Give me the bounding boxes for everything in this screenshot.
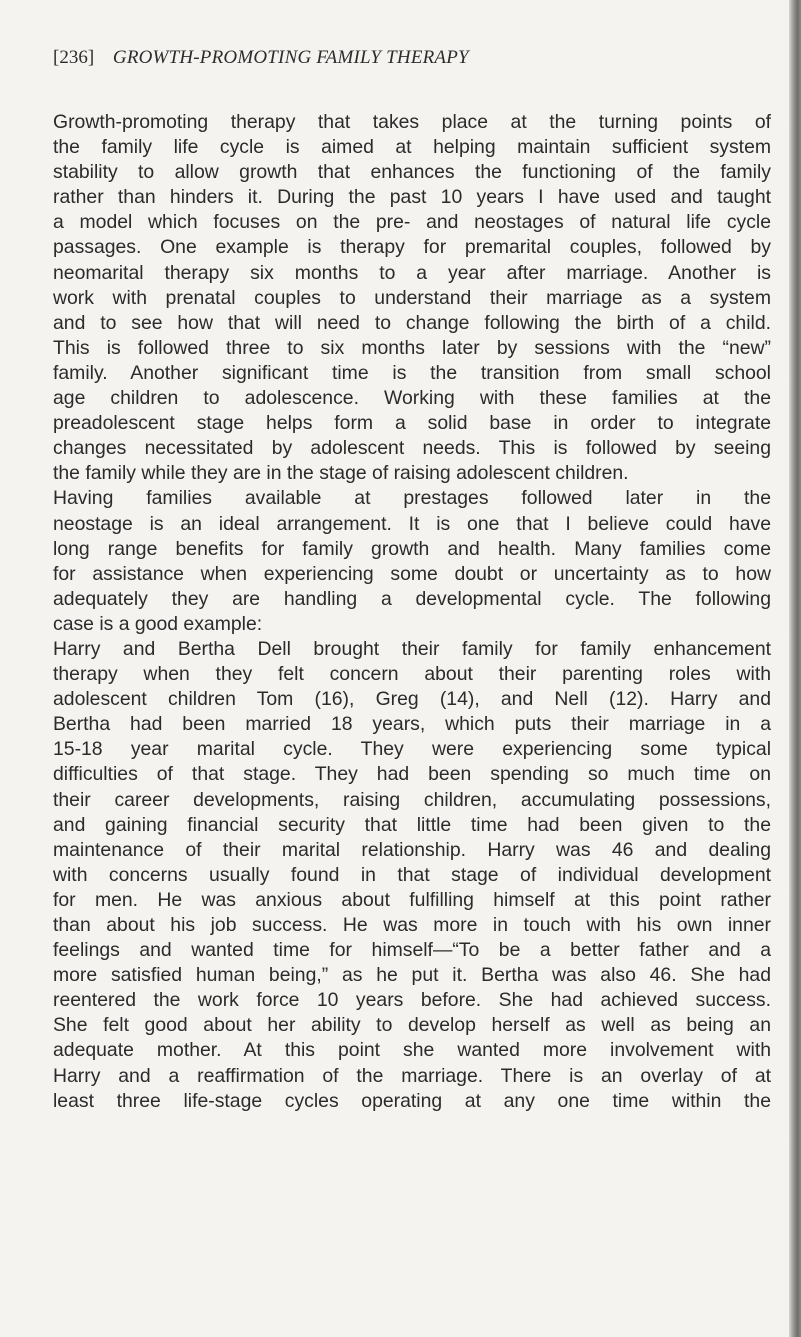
text-line: passages. One example is therapy for premarital couples, followed by bbox=[53, 236, 771, 259]
text-line: changes necessitated by adolescent needs. This is followed by seeing bbox=[53, 437, 771, 460]
text-line: adequate mother. At this point she wanted more involvement with bbox=[53, 1039, 771, 1062]
text-line: more satisfied human being,” as he put it. Bertha was also 46. She had bbox=[53, 964, 771, 987]
running-title: GROWTH-PROMOTING FAMILY THERAPY bbox=[112, 47, 469, 68]
text-line: family. Another significant time is the transition from small school bbox=[53, 361, 771, 384]
text-line: difficulties of that stage. They had been spending so much time on bbox=[53, 763, 771, 786]
text-line: than about his job success. He was more in touch with his own inner bbox=[53, 914, 771, 936]
text-line: least three life-stage cycles operating at any one time within the bbox=[53, 1089, 771, 1112]
text-line: feelings and wanted time for himself—“To be a better father and a bbox=[53, 939, 771, 962]
page-number: [236] bbox=[53, 47, 95, 68]
text-line: stability to allow growth that enhances the functioning of the family bbox=[53, 161, 771, 184]
text-line: neostage is an ideal arrangement. It is one that I believe could have bbox=[53, 512, 771, 535]
text-line: the family while they are in the stage of raising adolescent children. bbox=[53, 462, 629, 485]
text-line: She felt good about her ability to develop herself as well as being an bbox=[53, 1014, 771, 1037]
page-header bbox=[53, 47, 469, 69]
text-line: Harry and a reaffirmation of the marriage. There is an overlay of at bbox=[53, 1064, 771, 1087]
text-line: Having families available at prestages followed later in the bbox=[53, 487, 771, 510]
text-line: and gaining financial security that little time had been given to the bbox=[53, 813, 771, 836]
text-line: long range benefits for family growth and health. Many families come bbox=[53, 537, 771, 560]
text-line: for assistance when experiencing some doubt or uncertainty as to how bbox=[53, 562, 771, 585]
text-line: Growth-promoting therapy that takes place at the turning points of bbox=[53, 111, 771, 133]
text-line: for men. He was anxious about fulfilling himself at this point rather bbox=[53, 888, 771, 911]
text-line: adolescent children Tom (16), Greg (14), and Nell (12). Harry and bbox=[53, 688, 771, 711]
text-line: maintenance of their marital relationship. Harry was 46 and dealing bbox=[53, 838, 771, 861]
text-line: Bertha had been married 18 years, which puts their marriage in a bbox=[53, 713, 771, 736]
text-line: This is followed three to six months later by sessions with the “new” bbox=[53, 336, 771, 359]
text-line: work with prenatal couples to understand their marriage as a system bbox=[53, 286, 771, 309]
body-text bbox=[53, 110, 771, 1114]
text-line: neomarital therapy six months to a year after marriage. Another is bbox=[53, 261, 771, 284]
text-line: rather than hinders it. During the past 10 years I have used and taught bbox=[53, 186, 771, 209]
text-line: therapy when they felt concern about their parenting roles with bbox=[53, 663, 771, 686]
text-line: reentered the work force 10 years before. She had achieved success. bbox=[53, 989, 771, 1012]
text-line: the family life cycle is aimed at helping maintain sufficient system bbox=[53, 136, 771, 159]
page-edge-shadow bbox=[789, 0, 801, 1337]
text-line: a model which focuses on the pre- and neostages of natural life cycle bbox=[53, 211, 771, 234]
text-line: 15-18 year marital cycle. They were experiencing some typical bbox=[53, 738, 771, 761]
text-line: age children to adolescence. Working with these families at the bbox=[53, 387, 771, 410]
text-line: and to see how that will need to change following the birth of a child. bbox=[53, 311, 771, 334]
text-line: adequately they are handling a developmental cycle. The following bbox=[53, 587, 771, 610]
text-line: with concerns usually found in that stage of individual development bbox=[53, 863, 771, 886]
text-line: Harry and Bertha Dell brought their family for family enhancement bbox=[53, 637, 771, 660]
text-line: case is a good example: bbox=[53, 612, 263, 635]
text-line: preadolescent stage helps form a solid base in order to integrate bbox=[53, 412, 771, 435]
text-line: their career developments, raising children, accumulating possessions, bbox=[53, 788, 771, 811]
